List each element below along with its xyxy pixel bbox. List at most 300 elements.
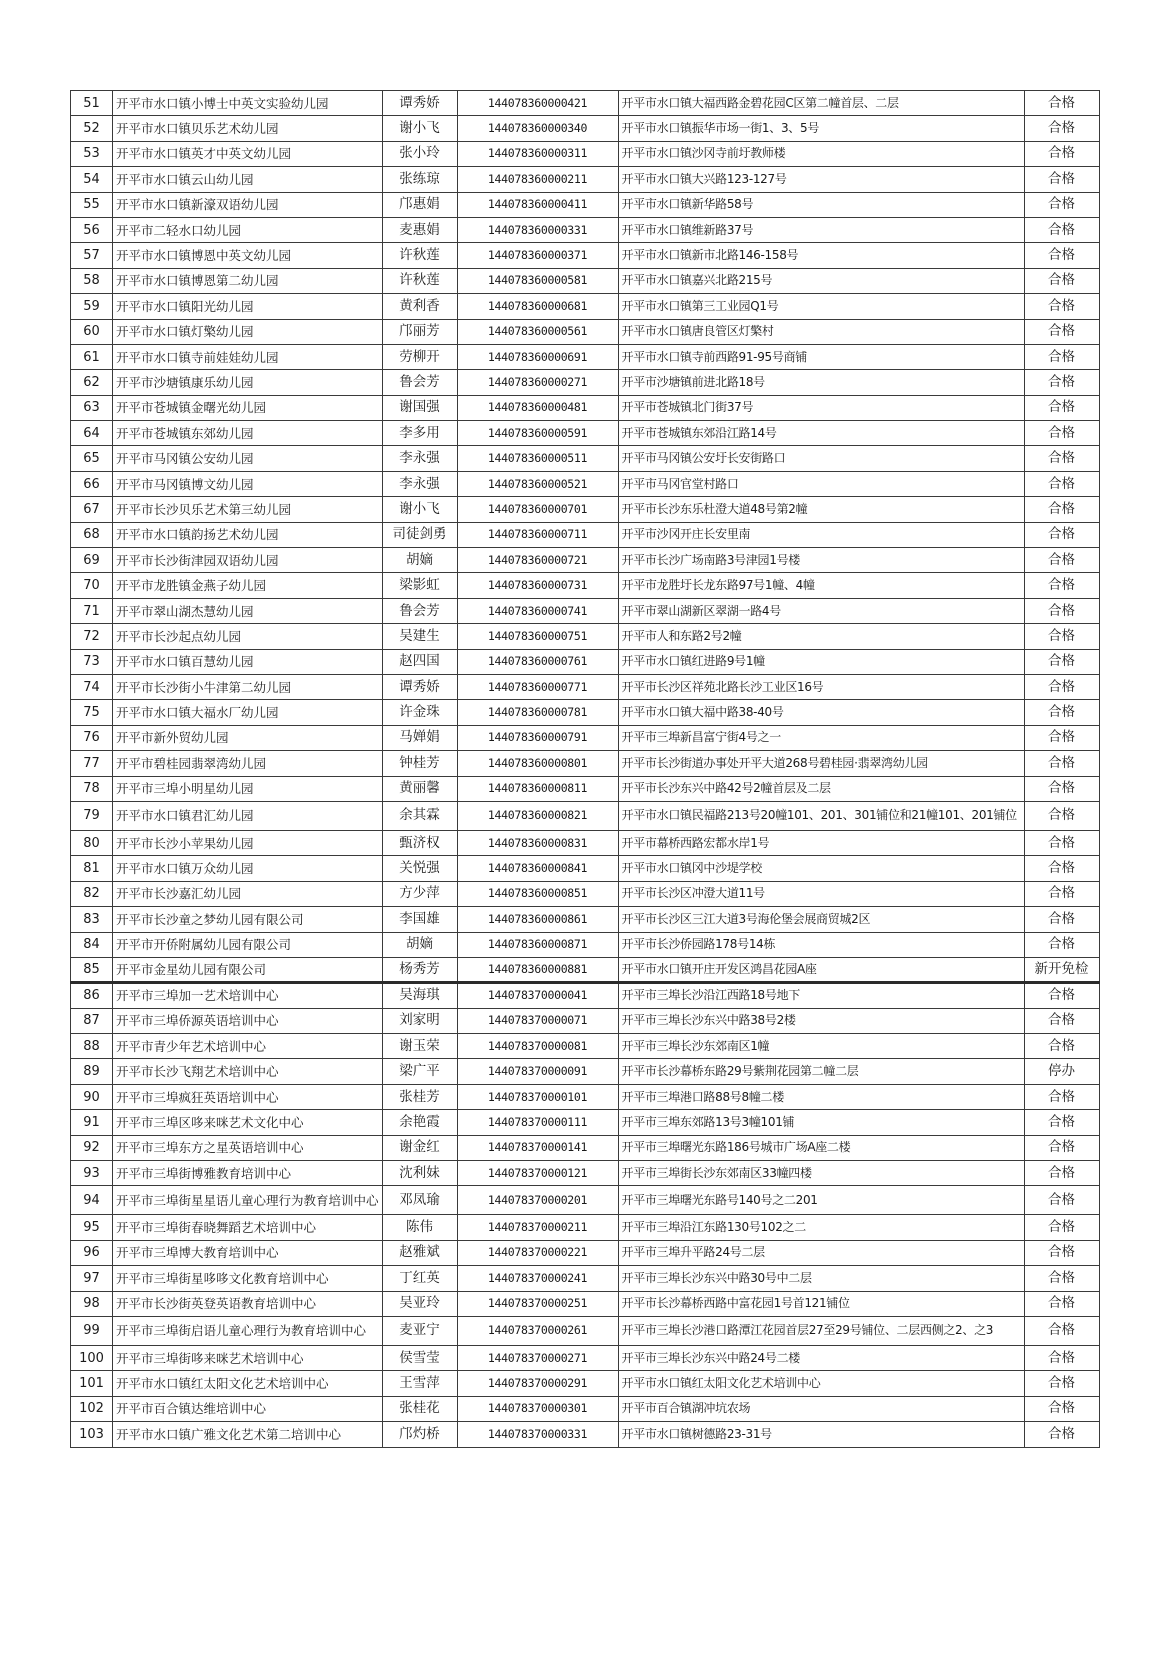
legal-representative: 李永强 xyxy=(382,446,457,471)
institution-address: 开平市三埠东郊路13号3幢101铺 xyxy=(618,1110,1024,1135)
table-row xyxy=(71,1371,1100,1396)
legal-representative: 谭秀娇 xyxy=(382,674,457,699)
institution-address: 开平市三埠港口路88号8幢二楼 xyxy=(618,1084,1024,1109)
institution-name: 开平市水口镇大福水厂幼儿园 xyxy=(113,700,383,725)
license-number: 144078370000271 xyxy=(457,1345,618,1370)
table-row xyxy=(71,395,1100,420)
row-number: 66 xyxy=(71,471,113,496)
institution-name: 开平市水口镇小博士中英文实验幼儿园 xyxy=(113,91,383,116)
institution-name: 开平市马冈镇公安幼儿园 xyxy=(113,446,383,471)
institution-name: 开平市三埠街启语儿童心理行为教育培训中心 xyxy=(113,1316,383,1345)
table-row xyxy=(71,649,1100,674)
institution-name: 开平市三埠街哆来咪艺术培训中心 xyxy=(113,1345,383,1370)
institution-name: 开平市三埠街星哆哆文化教育培训中心 xyxy=(113,1266,383,1291)
table-row xyxy=(71,1422,1100,1447)
license-number: 144078370000121 xyxy=(457,1161,618,1186)
row-number: 87 xyxy=(71,1008,113,1033)
inspection-result: 合格 xyxy=(1024,243,1099,268)
legal-representative: 黄丽馨 xyxy=(382,776,457,801)
institution-address: 开平市水口镇寺前西路91-95号商铺 xyxy=(618,344,1024,369)
inspection-result: 合格 xyxy=(1024,141,1099,166)
table-row xyxy=(71,268,1100,293)
legal-representative: 吴建生 xyxy=(382,624,457,649)
license-number: 144078360000791 xyxy=(457,725,618,750)
license-number: 144078360000781 xyxy=(457,700,618,725)
row-number: 56 xyxy=(71,217,113,242)
legal-representative: 方少萍 xyxy=(382,881,457,906)
legal-representative: 司徒剑勇 xyxy=(382,522,457,547)
institution-address: 开平市三埠升平路24号二层 xyxy=(618,1240,1024,1265)
inspection-result: 合格 xyxy=(1024,1161,1099,1186)
license-number: 144078370000101 xyxy=(457,1084,618,1109)
row-number: 71 xyxy=(71,598,113,623)
institution-name: 开平市三埠博大教育培训中心 xyxy=(113,1240,383,1265)
legal-representative: 甄济权 xyxy=(382,830,457,855)
institution-name: 开平市水口镇博恩中英文幼儿园 xyxy=(113,243,383,268)
inspection-result: 合格 xyxy=(1024,649,1099,674)
institution-name: 开平市碧桂园翡翠湾幼儿园 xyxy=(113,751,383,776)
institution-name: 开平市水口镇贝乐艺术幼儿园 xyxy=(113,116,383,141)
institution-address: 开平市长沙幕桥东路29号紫荆花园第二幢二层 xyxy=(618,1059,1024,1084)
legal-representative: 刘家明 xyxy=(382,1008,457,1033)
institution-name: 开平市开侨附属幼儿园有限公司 xyxy=(113,932,383,957)
inspection-result: 合格 xyxy=(1024,830,1099,855)
institution-address: 开平市百合镇湖冲坑农场 xyxy=(618,1396,1024,1421)
institution-name: 开平市水口镇君汇幼儿园 xyxy=(113,801,383,830)
license-number: 144078360000481 xyxy=(457,395,618,420)
institution-table-body xyxy=(71,91,1100,1448)
institution-address: 开平市水口镇开庄开发区鸿昌花园A座 xyxy=(618,957,1024,982)
row-number: 61 xyxy=(71,344,113,369)
table-row xyxy=(71,497,1100,522)
institution-name: 开平市水口镇红太阳文化艺术培训中心 xyxy=(113,1371,383,1396)
legal-representative: 赵四国 xyxy=(382,649,457,674)
row-number: 89 xyxy=(71,1059,113,1084)
table-row xyxy=(71,801,1100,830)
institution-address: 开平市长沙幕桥西路中富花园1号首121铺位 xyxy=(618,1291,1024,1316)
institution-name: 开平市三埠东方之星英语培训中心 xyxy=(113,1135,383,1160)
inspection-result: 合格 xyxy=(1024,1422,1099,1447)
legal-representative: 胡嫡 xyxy=(382,548,457,573)
legal-representative: 许金珠 xyxy=(382,700,457,725)
institution-name: 开平市长沙小苹果幼儿园 xyxy=(113,830,383,855)
institution-name: 开平市长沙贝乐艺术第三幼儿园 xyxy=(113,497,383,522)
table-row xyxy=(71,1008,1100,1033)
inspection-result: 合格 xyxy=(1024,167,1099,192)
row-number: 101 xyxy=(71,1371,113,1396)
inspection-result: 合格 xyxy=(1024,624,1099,649)
license-number: 144078360000521 xyxy=(457,471,618,496)
institution-address: 开平市水口镇民福路213号20幢101、201、301铺位和21幢101、201铺位 xyxy=(618,801,1024,830)
inspection-result: 合格 xyxy=(1024,91,1099,116)
institution-address: 开平市苍城镇东郊沿江路14号 xyxy=(618,421,1024,446)
legal-representative: 马婵娟 xyxy=(382,725,457,750)
row-number: 91 xyxy=(71,1110,113,1135)
institution-address: 开平市水口镇沙冈寺前圩教师楼 xyxy=(618,141,1024,166)
license-number: 144078360000411 xyxy=(457,192,618,217)
license-number: 144078360000211 xyxy=(457,167,618,192)
institution-address: 开平市三埠长沙东郊南区1幢 xyxy=(618,1034,1024,1059)
legal-representative: 张桂花 xyxy=(382,1396,457,1421)
inspection-result: 合格 xyxy=(1024,395,1099,420)
institution-address: 开平市三埠沿江东路130号102之二 xyxy=(618,1215,1024,1240)
license-number: 144078360000801 xyxy=(457,751,618,776)
institution-name: 开平市三埠加一艺术培训中心 xyxy=(113,983,383,1008)
inspection-result: 合格 xyxy=(1024,983,1099,1008)
legal-representative: 劳柳开 xyxy=(382,344,457,369)
legal-representative: 梁影虹 xyxy=(382,573,457,598)
row-number: 53 xyxy=(71,141,113,166)
license-number: 144078360000771 xyxy=(457,674,618,699)
row-number: 81 xyxy=(71,856,113,881)
institution-address: 开平市长沙区三江大道3号海伦堡会展商贸城2区 xyxy=(618,907,1024,932)
institution-address: 开平市水口镇冈中沙堤学校 xyxy=(618,856,1024,881)
row-number: 70 xyxy=(71,573,113,598)
legal-representative: 梁广平 xyxy=(382,1059,457,1084)
institution-address: 开平市长沙侨园路178号14栋 xyxy=(618,932,1024,957)
row-number: 76 xyxy=(71,725,113,750)
inspection-result: 新开免检 xyxy=(1024,957,1099,982)
inspection-result: 合格 xyxy=(1024,217,1099,242)
license-number: 144078360000311 xyxy=(457,141,618,166)
inspection-result: 合格 xyxy=(1024,294,1099,319)
table-row xyxy=(71,1215,1100,1240)
table-row xyxy=(71,1161,1100,1186)
license-number: 144078360000871 xyxy=(457,932,618,957)
license-number: 144078360000731 xyxy=(457,573,618,598)
institution-name: 开平市长沙童之梦幼儿园有限公司 xyxy=(113,907,383,932)
license-number: 144078360000881 xyxy=(457,957,618,982)
inspection-result: 合格 xyxy=(1024,522,1099,547)
institution-address: 开平市苍城镇北门街37号 xyxy=(618,395,1024,420)
institution-name: 开平市三埠区哆来咪艺术文化中心 xyxy=(113,1110,383,1135)
legal-representative: 谢小飞 xyxy=(382,497,457,522)
institution-address: 开平市三埠长沙沿江西路18号地下 xyxy=(618,983,1024,1008)
inspection-result: 合格 xyxy=(1024,319,1099,344)
legal-representative: 邝惠娟 xyxy=(382,192,457,217)
table-row xyxy=(71,471,1100,496)
row-number: 60 xyxy=(71,319,113,344)
institution-name: 开平市苍城镇东郊幼儿园 xyxy=(113,421,383,446)
row-number: 75 xyxy=(71,700,113,725)
institution-name: 开平市新外贸幼儿园 xyxy=(113,725,383,750)
institution-name: 开平市水口镇博恩第二幼儿园 xyxy=(113,268,383,293)
institution-name: 开平市长沙街英登英语教育培训中心 xyxy=(113,1291,383,1316)
legal-representative: 邓凤瑜 xyxy=(382,1186,457,1215)
table-row xyxy=(71,1345,1100,1370)
inspection-result: 合格 xyxy=(1024,932,1099,957)
legal-representative: 鲁会芳 xyxy=(382,370,457,395)
license-number: 144078360000761 xyxy=(457,649,618,674)
row-number: 86 xyxy=(71,983,113,1008)
row-number: 90 xyxy=(71,1084,113,1109)
legal-representative: 麦惠娟 xyxy=(382,217,457,242)
legal-representative: 李多用 xyxy=(382,421,457,446)
license-number: 144078360000811 xyxy=(457,776,618,801)
inspection-result: 合格 xyxy=(1024,192,1099,217)
legal-representative: 沈利妹 xyxy=(382,1161,457,1186)
legal-representative: 张小玲 xyxy=(382,141,457,166)
inspection-result: 合格 xyxy=(1024,881,1099,906)
institution-address: 开平市三埠曙光东路186号城市广场A座二楼 xyxy=(618,1135,1024,1160)
inspection-result: 合格 xyxy=(1024,1266,1099,1291)
institution-address: 开平市水口镇新市北路146-158号 xyxy=(618,243,1024,268)
institution-name: 开平市水口镇韵扬艺术幼儿园 xyxy=(113,522,383,547)
row-number: 84 xyxy=(71,932,113,957)
license-number: 144078370000331 xyxy=(457,1422,618,1447)
row-number: 96 xyxy=(71,1240,113,1265)
inspection-result: 合格 xyxy=(1024,801,1099,830)
table-row xyxy=(71,856,1100,881)
license-number: 144078360000271 xyxy=(457,370,618,395)
row-number: 97 xyxy=(71,1266,113,1291)
institution-name: 开平市水口镇广雅文化艺术第二培训中心 xyxy=(113,1422,383,1447)
table-row xyxy=(71,116,1100,141)
license-number: 144078360000511 xyxy=(457,446,618,471)
license-number: 144078360000581 xyxy=(457,268,618,293)
license-number: 144078360000711 xyxy=(457,522,618,547)
license-number: 144078360000721 xyxy=(457,548,618,573)
row-number: 63 xyxy=(71,395,113,420)
institution-name: 开平市翠山湖杰慧幼儿园 xyxy=(113,598,383,623)
inspection-result: 合格 xyxy=(1024,548,1099,573)
legal-representative: 谢玉荣 xyxy=(382,1034,457,1059)
row-number: 74 xyxy=(71,674,113,699)
table-row xyxy=(71,91,1100,116)
institution-address: 开平市长沙区冲澄大道11号 xyxy=(618,881,1024,906)
table-row xyxy=(71,830,1100,855)
inspection-result: 合格 xyxy=(1024,1186,1099,1215)
table-row xyxy=(71,294,1100,319)
inspection-result: 合格 xyxy=(1024,700,1099,725)
institution-name: 开平市水口镇英才中英文幼儿园 xyxy=(113,141,383,166)
row-number: 59 xyxy=(71,294,113,319)
license-number: 144078360000331 xyxy=(457,217,618,242)
institution-address: 开平市三埠长沙东兴中路30号中二层 xyxy=(618,1266,1024,1291)
license-number: 144078360000851 xyxy=(457,881,618,906)
inspection-result: 合格 xyxy=(1024,725,1099,750)
institution-name: 开平市水口镇万众幼儿园 xyxy=(113,856,383,881)
table-row xyxy=(71,1291,1100,1316)
institution-address: 开平市翠山湖新区翠湖一路4号 xyxy=(618,598,1024,623)
inspection-result: 合格 xyxy=(1024,1240,1099,1265)
institution-address: 开平市水口镇唐良管区灯檠村 xyxy=(618,319,1024,344)
table-row xyxy=(71,421,1100,446)
institution-address: 开平市马冈镇公安圩长安街路口 xyxy=(618,446,1024,471)
legal-representative: 王雪萍 xyxy=(382,1371,457,1396)
inspection-result: 合格 xyxy=(1024,573,1099,598)
license-number: 144078360000861 xyxy=(457,907,618,932)
row-number: 57 xyxy=(71,243,113,268)
legal-representative: 钟桂芳 xyxy=(382,751,457,776)
table-row xyxy=(71,1396,1100,1421)
institution-name: 开平市苍城镇金曙光幼儿园 xyxy=(113,395,383,420)
institution-address: 开平市长沙东兴中路42号2幢首层及二层 xyxy=(618,776,1024,801)
table-row xyxy=(71,573,1100,598)
inspection-result: 合格 xyxy=(1024,116,1099,141)
license-number: 144078360000831 xyxy=(457,830,618,855)
legal-representative: 邝丽芳 xyxy=(382,319,457,344)
row-number: 99 xyxy=(71,1316,113,1345)
institution-name: 开平市三埠侨源英语培训中心 xyxy=(113,1008,383,1033)
row-number: 69 xyxy=(71,548,113,573)
license-number: 144078360000561 xyxy=(457,319,618,344)
table-row xyxy=(71,725,1100,750)
table-row xyxy=(71,1059,1100,1084)
license-number: 144078370000221 xyxy=(457,1240,618,1265)
row-number: 93 xyxy=(71,1161,113,1186)
row-number: 51 xyxy=(71,91,113,116)
institution-name: 开平市长沙嘉汇幼儿园 xyxy=(113,881,383,906)
inspection-result: 合格 xyxy=(1024,751,1099,776)
table-row xyxy=(71,983,1100,1008)
institution-name: 开平市水口镇百慧幼儿园 xyxy=(113,649,383,674)
license-number: 144078370000251 xyxy=(457,1291,618,1316)
inspection-result: 合格 xyxy=(1024,1396,1099,1421)
inspection-result: 合格 xyxy=(1024,370,1099,395)
inspection-result: 合格 xyxy=(1024,1135,1099,1160)
institution-address: 开平市水口镇红太阳文化艺术培训中心 xyxy=(618,1371,1024,1396)
legal-representative: 余其霖 xyxy=(382,801,457,830)
license-number: 144078370000071 xyxy=(457,1008,618,1033)
table-row xyxy=(71,1084,1100,1109)
table-row xyxy=(71,598,1100,623)
institution-address: 开平市沙冈开庄长安里南 xyxy=(618,522,1024,547)
table-row xyxy=(71,776,1100,801)
institution-name: 开平市马冈镇博文幼儿园 xyxy=(113,471,383,496)
inspection-result: 停办 xyxy=(1024,1059,1099,1084)
institution-name: 开平市三埠街春晓舞蹈艺术培训中心 xyxy=(113,1215,383,1240)
legal-representative: 张桂芳 xyxy=(382,1084,457,1109)
row-number: 98 xyxy=(71,1291,113,1316)
license-number: 144078360000591 xyxy=(457,421,618,446)
institution-name: 开平市长沙街小牛津第二幼儿园 xyxy=(113,674,383,699)
license-number: 144078370000261 xyxy=(457,1316,618,1345)
license-number: 144078360000681 xyxy=(457,294,618,319)
institution-address: 开平市三埠长沙港口路潭江花园首层27至29号铺位、二层西侧之2、之3 xyxy=(618,1316,1024,1345)
legal-representative: 许秋莲 xyxy=(382,243,457,268)
table-row xyxy=(71,957,1100,982)
table-row xyxy=(71,141,1100,166)
institution-name: 开平市水口镇寺前娃娃幼儿园 xyxy=(113,344,383,369)
institution-address: 开平市三埠长沙东兴中路24号二楼 xyxy=(618,1345,1024,1370)
institution-address: 开平市水口镇树德路23-31号 xyxy=(618,1422,1024,1447)
legal-representative: 关悦强 xyxy=(382,856,457,881)
license-number: 144078360000691 xyxy=(457,344,618,369)
row-number: 78 xyxy=(71,776,113,801)
legal-representative: 谭秀娇 xyxy=(382,91,457,116)
institution-address: 开平市水口镇振华市场一街1、3、5号 xyxy=(618,116,1024,141)
license-number: 144078370000291 xyxy=(457,1371,618,1396)
table-row xyxy=(71,217,1100,242)
legal-representative: 吴亚玲 xyxy=(382,1291,457,1316)
institution-address: 开平市幕桥西路宏都水岸1号 xyxy=(618,830,1024,855)
license-number: 144078370000301 xyxy=(457,1396,618,1421)
row-number: 54 xyxy=(71,167,113,192)
inspection-result: 合格 xyxy=(1024,497,1099,522)
institution-address: 开平市三埠曙光东路号140号之二201 xyxy=(618,1186,1024,1215)
inspection-result: 合格 xyxy=(1024,674,1099,699)
table-row xyxy=(71,167,1100,192)
institution-address: 开平市三埠长沙东兴中路38号2楼 xyxy=(618,1008,1024,1033)
table-row xyxy=(71,548,1100,573)
row-number: 72 xyxy=(71,624,113,649)
table-row xyxy=(71,370,1100,395)
institution-name: 开平市三埠小明星幼儿园 xyxy=(113,776,383,801)
license-number: 144078370000091 xyxy=(457,1059,618,1084)
inspection-result: 合格 xyxy=(1024,1371,1099,1396)
inspection-result: 合格 xyxy=(1024,344,1099,369)
license-number: 144078370000211 xyxy=(457,1215,618,1240)
row-number: 68 xyxy=(71,522,113,547)
legal-representative: 谢小飞 xyxy=(382,116,457,141)
row-number: 58 xyxy=(71,268,113,293)
row-number: 52 xyxy=(71,116,113,141)
institution-table xyxy=(70,90,1100,1448)
institution-name: 开平市水口镇阳光幼儿园 xyxy=(113,294,383,319)
table-row xyxy=(71,1186,1100,1215)
inspection-result: 合格 xyxy=(1024,856,1099,881)
institution-name: 开平市三埠街博雅教育培训中心 xyxy=(113,1161,383,1186)
legal-representative: 鲁会芳 xyxy=(382,598,457,623)
table-row xyxy=(71,932,1100,957)
legal-representative: 麦亚宁 xyxy=(382,1316,457,1345)
inspection-result: 合格 xyxy=(1024,1316,1099,1345)
row-number: 82 xyxy=(71,881,113,906)
institution-address: 开平市龙胜圩长龙东路97号1幢、4幢 xyxy=(618,573,1024,598)
legal-representative: 杨秀芳 xyxy=(382,957,457,982)
row-number: 102 xyxy=(71,1396,113,1421)
license-number: 144078360000340 xyxy=(457,116,618,141)
row-number: 80 xyxy=(71,830,113,855)
table-row xyxy=(71,243,1100,268)
row-number: 64 xyxy=(71,421,113,446)
institution-name: 开平市三埠疯狂英语培训中心 xyxy=(113,1084,383,1109)
legal-representative: 许秋莲 xyxy=(382,268,457,293)
institution-address: 开平市水口镇维新路37号 xyxy=(618,217,1024,242)
table-row xyxy=(71,1110,1100,1135)
institution-address: 开平市水口镇大福中路38-40号 xyxy=(618,700,1024,725)
legal-representative: 李国雄 xyxy=(382,907,457,932)
table-row xyxy=(71,344,1100,369)
legal-representative: 侯雪莹 xyxy=(382,1345,457,1370)
table-row xyxy=(71,751,1100,776)
license-number: 144078360000701 xyxy=(457,497,618,522)
inspection-result: 合格 xyxy=(1024,907,1099,932)
inspection-result: 合格 xyxy=(1024,1008,1099,1033)
inspection-result: 合格 xyxy=(1024,776,1099,801)
inspection-result: 合格 xyxy=(1024,1034,1099,1059)
row-number: 92 xyxy=(71,1135,113,1160)
inspection-result: 合格 xyxy=(1024,1110,1099,1135)
table-row xyxy=(71,1240,1100,1265)
legal-representative: 邝灼桥 xyxy=(382,1422,457,1447)
institution-address: 开平市水口镇新华路58号 xyxy=(618,192,1024,217)
table-row xyxy=(71,319,1100,344)
table-row xyxy=(71,907,1100,932)
license-number: 144078360000741 xyxy=(457,598,618,623)
row-number: 94 xyxy=(71,1186,113,1215)
institution-name: 开平市水口镇云山幼儿园 xyxy=(113,167,383,192)
institution-name: 开平市水口镇灯檠幼儿园 xyxy=(113,319,383,344)
legal-representative: 胡嫡 xyxy=(382,932,457,957)
institution-address: 开平市长沙广场南路3号津园1号楼 xyxy=(618,548,1024,573)
inspection-result: 合格 xyxy=(1024,1084,1099,1109)
row-number: 79 xyxy=(71,801,113,830)
license-number: 144078370000041 xyxy=(457,983,618,1008)
institution-address: 开平市水口镇大福西路金碧花园C区第二幢首层、二层 xyxy=(618,91,1024,116)
inspection-result: 合格 xyxy=(1024,598,1099,623)
